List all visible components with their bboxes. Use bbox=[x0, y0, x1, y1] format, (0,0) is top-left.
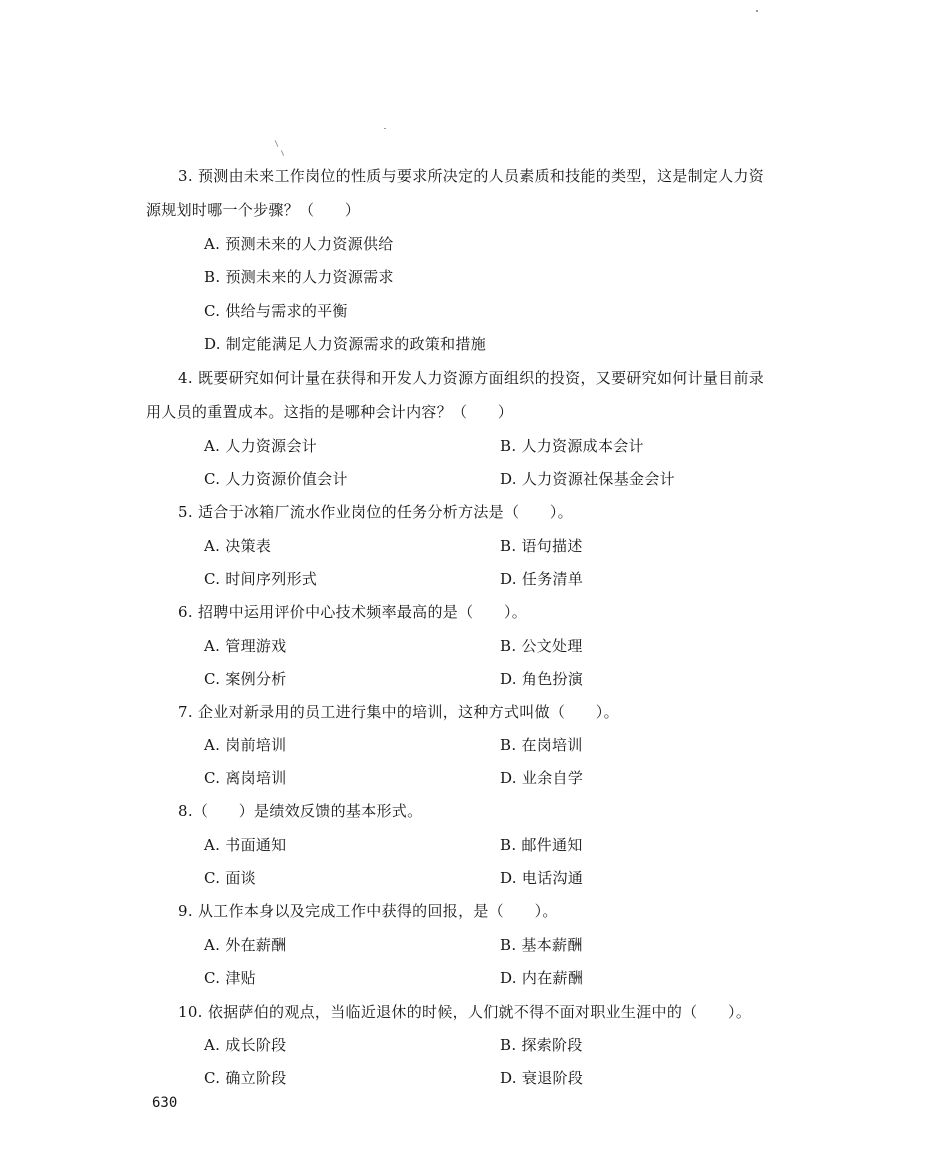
question-3-stem: 3. 预测由未来工作岗位的性质与要求所决定的人员素质和技能的类型，这是制定人力资 bbox=[178, 167, 765, 185]
question-3-option-c: C. 供给与需求的平衡 bbox=[204, 302, 348, 320]
question-4-option-a: A. 人力资源会计 bbox=[204, 437, 318, 455]
question-5-option-d: D. 任务清单 bbox=[500, 570, 584, 588]
question-4-option-c: C. 人力资源价值会计 bbox=[204, 470, 348, 488]
question-8-stem: 8.（ ）是绩效反馈的基本形式。 bbox=[178, 802, 423, 820]
question-4-option-d: D. 人力资源社保基金会计 bbox=[500, 470, 675, 488]
question-3-option-d: D. 制定能满足人力资源需求的政策和措施 bbox=[204, 335, 487, 353]
question-3-stem-continued: 源规划时哪一个步骤？（ ） bbox=[146, 201, 361, 219]
scan-speck bbox=[281, 150, 284, 156]
question-8-option-d: D. 电话沟通 bbox=[500, 869, 584, 887]
question-8-option-a: A. 书面通知 bbox=[204, 836, 287, 854]
question-5-option-a: A. 决策表 bbox=[204, 537, 272, 555]
question-10-option-a: A. 成长阶段 bbox=[204, 1036, 287, 1054]
question-9-stem: 9. 从工作本身以及完成工作中获得的回报，是（ ）。 bbox=[178, 902, 558, 920]
question-7-option-d: D. 业余自学 bbox=[500, 769, 584, 787]
question-7-option-c: C. 离岗培训 bbox=[204, 769, 287, 787]
question-5-option-c: C. 时间序列形式 bbox=[204, 570, 318, 588]
question-6-option-a: A. 管理游戏 bbox=[204, 637, 287, 655]
scan-speck bbox=[756, 10, 758, 12]
question-9-option-b: B. 基本薪酬 bbox=[500, 936, 583, 954]
question-10-option-b: B. 探索阶段 bbox=[500, 1036, 583, 1054]
question-8-option-c: C. 面谈 bbox=[204, 869, 256, 887]
question-7-option-b: B. 在岗培训 bbox=[500, 736, 583, 754]
page-number: 630 bbox=[152, 1095, 178, 1111]
question-10-option-d: D. 衰退阶段 bbox=[500, 1069, 584, 1087]
question-5-option-b: B. 语句描述 bbox=[500, 537, 583, 555]
question-4-option-b: B. 人力资源成本会计 bbox=[500, 437, 644, 455]
question-5-stem: 5. 适合于冰箱厂流水作业岗位的任务分析方法是（ ）。 bbox=[178, 503, 573, 521]
question-7-option-a: A. 岗前培训 bbox=[204, 736, 287, 754]
question-6-option-d: D. 角色扮演 bbox=[500, 670, 584, 688]
question-3-option-b: B. 预测未来的人力资源需求 bbox=[204, 268, 394, 286]
question-4-stem-continued: 用人员的重置成本。这指的是哪种会计内容？（ ） bbox=[146, 403, 514, 421]
question-6-option-b: B. 公文处理 bbox=[500, 637, 583, 655]
question-9-option-d: D. 内在薪酬 bbox=[500, 969, 584, 987]
question-9-option-c: C. 津贴 bbox=[204, 969, 256, 987]
question-10-stem: 10. 依据萨伯的观点，当临近退休的时候，人们就不得不面对职业生涯中的（ ）。 bbox=[178, 1003, 752, 1021]
question-7-stem: 7. 企业对新录用的员工进行集中的培训，这种方式叫做（ ）。 bbox=[178, 703, 619, 721]
scan-speck bbox=[384, 128, 386, 129]
question-10-option-c: C. 确立阶段 bbox=[204, 1069, 287, 1087]
scan-speck bbox=[275, 140, 279, 147]
question-8-option-b: B. 邮件通知 bbox=[500, 836, 583, 854]
question-6-option-c: C. 案例分析 bbox=[204, 670, 287, 688]
question-4-stem: 4. 既要研究如何计量在获得和开发人力资源方面组织的投资，又要研究如何计量目前录 bbox=[178, 369, 765, 387]
question-9-option-a: A. 外在薪酬 bbox=[204, 936, 287, 954]
question-3-option-a: A. 预测未来的人力资源供给 bbox=[204, 235, 394, 253]
question-6-stem: 6. 招聘中运用评价中心技术频率最高的是（ ）。 bbox=[178, 603, 528, 621]
